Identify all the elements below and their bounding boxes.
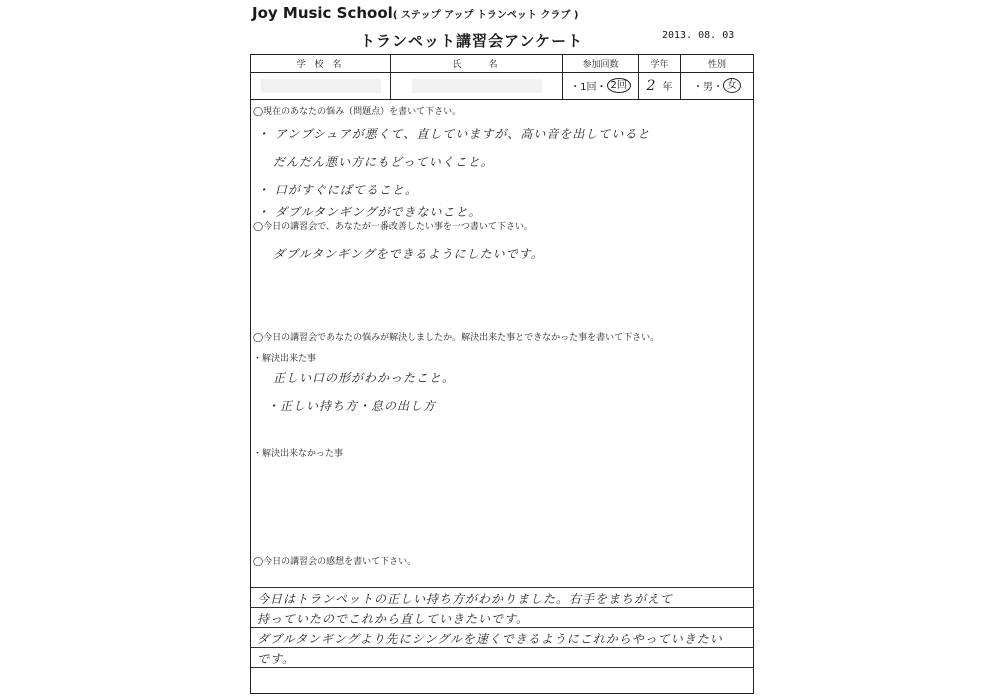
ruled-line [251,607,753,608]
gender-header-cell: 性別 [707,60,726,70]
question-impressions: ◯今日の講習会の感想を書いて下さい。 [253,557,417,567]
question-improvement: ◯今日の講習会で、あなたが一番改善したい事を一つ書いて下さい。 [253,222,533,232]
answer-line: 正しい口の形がわかったこと。 [273,371,456,385]
answer-line: ・正しい持ち方・息の出し方 [267,399,437,413]
club-name: ( ステップ アップ トランペット クラブ ) [392,10,579,21]
school-header-cell: 学 校 名 [251,55,391,72]
gender-selected: 女 [723,78,741,93]
name-value-cell [391,72,563,99]
school-header [252,4,578,22]
attendance-selected: 2回 [607,78,631,93]
question-resolved: ◯今日の講習会であなたの悩みが解決しましたか。解決出来た事とできなかった事を書いて下さい。 [253,333,660,343]
school-name: Joy Music School [252,4,393,22]
answer-line: 持っていたのでこれから直していきたいです。 [257,612,530,626]
answer-line: だんだん悪い方にもどっていくこと。 [273,155,494,169]
name-header-cell: 氏 名 [391,55,563,72]
ruled-line [251,667,753,668]
info-table-bottom [251,99,753,100]
grade-value: 2 [646,77,657,94]
document-title: トランペット講習会アンケート [360,32,584,50]
attendance-value-cell [563,72,639,99]
label-unresolved: ・解決出来なかった事 [253,449,344,459]
answer-line: ・ 口がすぐにばてること。 [257,183,418,197]
ruled-line [251,647,753,648]
question-current-concerns: ◯現在のあなたの悩み（問題点）を書いて下さい。 [253,107,462,117]
ruled-line [251,587,753,588]
answer-line: ダブルタンギングより先にシングルを速くできるようにこれからやっていきたい [257,632,723,646]
ruled-line [251,627,753,628]
grade-header-cell: 学年 [639,55,681,72]
questionnaire-form [250,54,754,694]
label-resolved: ・解決出来た事 [253,354,317,364]
answer-line: ・ ダブルタンギングができないこと。 [257,205,482,219]
document-date: 2013. 08. 03 [662,30,735,41]
redacted-block [412,79,542,93]
answer-line: ダブルタンギングをできるようにしたいです。 [273,247,544,261]
answer-line: ・ アンブシュアが悪くて、直していますが、高い音を出していると [257,127,651,141]
gender-options: ・男・ [693,82,723,93]
grade-value-cell [639,72,681,99]
attendance-options: ・1回・ [570,82,607,93]
grade-unit: 年 [662,82,673,93]
school-value-cell [251,72,391,99]
attendance-header-cell: 参加回数 [563,55,639,72]
answer-line: です。 [257,652,296,666]
redacted-block [261,79,381,93]
gender-value-cell [681,72,753,99]
answer-line: 今日はトランペットの正しい持ち方がわかりました。右手をまちがえて [257,592,674,606]
